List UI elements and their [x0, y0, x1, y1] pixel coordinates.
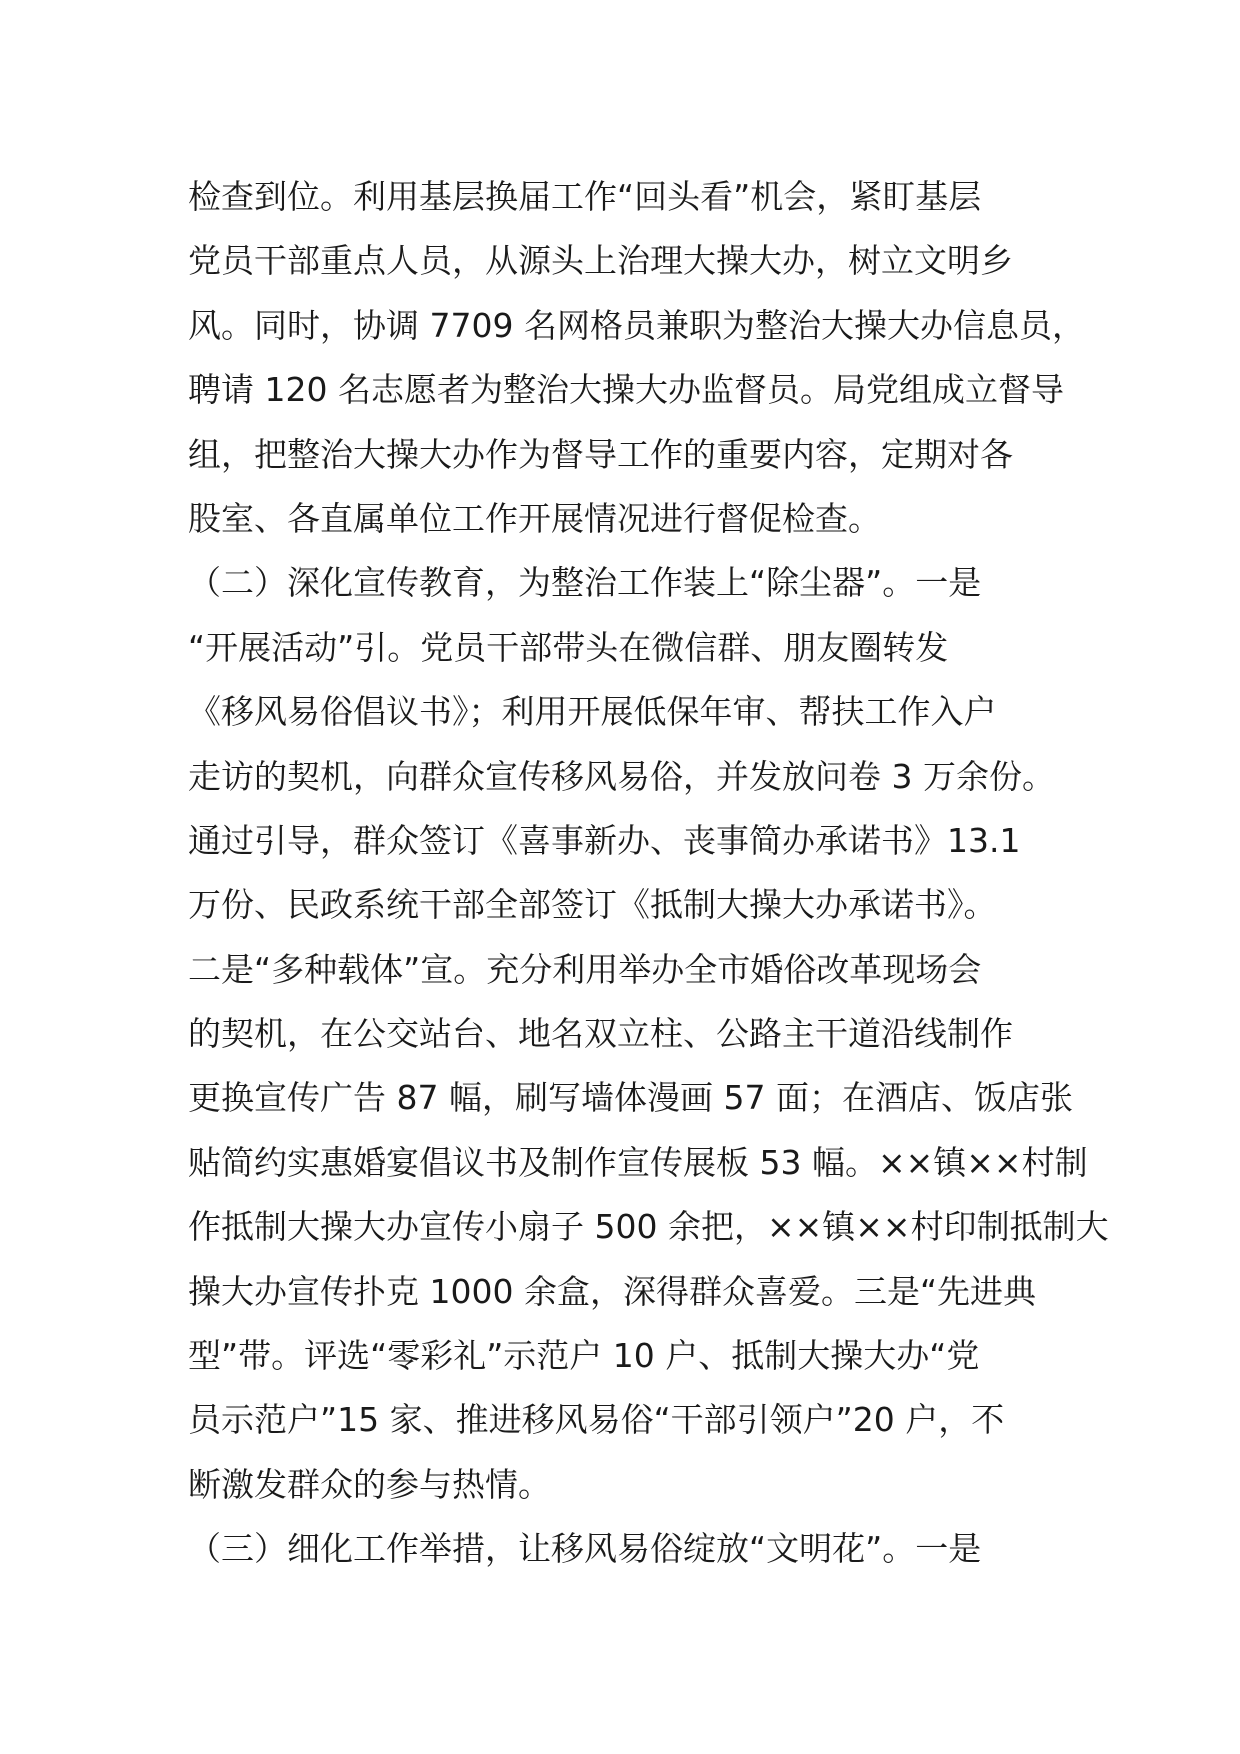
- section-heading-line: （三）细化工作举措，让移风易俗绽放“文明花”。一是: [188, 1529, 982, 1569]
- text-line: 组，把整治大操大办作为督导工作的重要内容，定期对各: [188, 434, 1013, 474]
- text-line: 断激发群众的参与热情。: [188, 1464, 551, 1504]
- text-line: 通过引导，群众签订《喜事新办、丧事简办承诺书》13.1: [188, 820, 1021, 860]
- text-line: 型”带。评选“零彩礼”示范户 10 户、抵制大操大办“党: [188, 1336, 980, 1376]
- body-text: [188, 165, 1109, 1582]
- text-line: 贴简约实惠婚宴倡议书及制作宣传展板 53 幅。××镇××村制: [188, 1142, 1088, 1182]
- text-line: 《移风易俗倡议书》；利用开展低保年审、帮扶工作入户: [188, 692, 997, 732]
- text-line: 党员干部重点人员，从源头上治理大操大办，树立文明乡: [188, 241, 1013, 281]
- text-line: 员示范户”15 家、推进移风易俗“干部引领户”20 户，不: [188, 1400, 1005, 1440]
- text-line: 走访的契机，向群众宣传移风易俗，并发放问卷 3 万余份。: [188, 756, 1055, 796]
- text-line: 二是“多种载体”宣。充分利用举办全市婚俗改革现场会: [188, 949, 982, 989]
- text-line: 更换宣传广告 87 幅，刷写墙体漫画 57 面；在酒店、饭店张: [188, 1078, 1073, 1118]
- text-line: 风。同时，协调 7709 名网格员兼职为整治大操大办信息员，: [188, 305, 1085, 345]
- text-line: 检查到位。利用基层换届工作“回头看”机会，紧盯基层: [188, 177, 982, 216]
- text-line: 聘请 120 名志愿者为整治大操大办监督员。局党组成立督导: [188, 370, 1064, 410]
- text-line: “开展活动”引。党员干部带头在微信群、朋友圈转发: [188, 627, 949, 667]
- section-heading-line: （二）深化宣传教育，为整治工作装上“除尘器”。一是: [188, 563, 982, 603]
- text-line: 操大办宣传扑克 1000 余盒，深得群众喜爱。三是“先进典: [188, 1271, 1037, 1311]
- text-line: 作抵制大操大办宣传小扇子 500 余把，××镇××村印制抵制大: [188, 1207, 1109, 1247]
- text-line: 万份、民政系统干部全部签订《抵制大操大办承诺书》。: [188, 885, 997, 925]
- text-line: 的契机，在公交站台、地名双立柱、公路主干道沿线制作: [188, 1014, 1013, 1054]
- text-line: 股室、各直属单位工作开展情况进行督促检查。: [188, 498, 881, 538]
